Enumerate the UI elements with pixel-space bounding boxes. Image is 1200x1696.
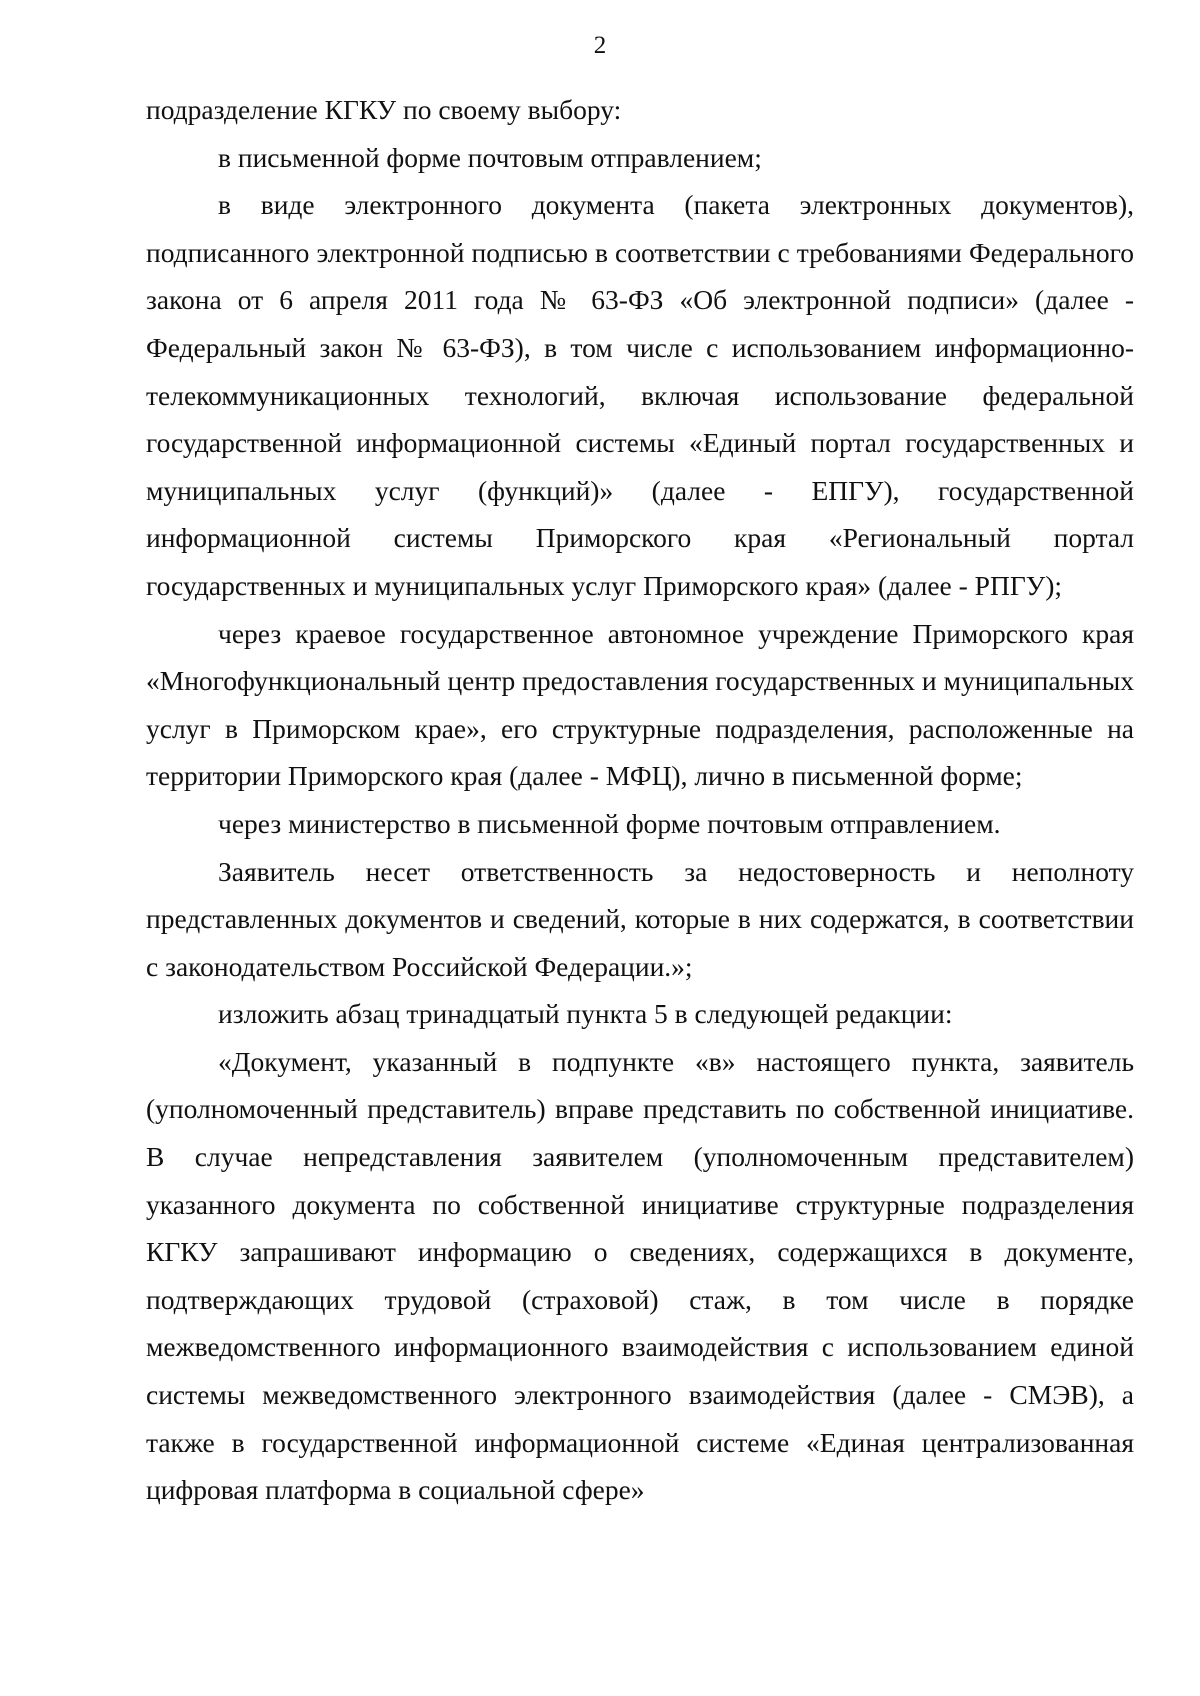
paragraph-document-request: «Документ, указанный в подпункте «в» настоящего пункта, заявитель (уполномоченный представитель) вправе представить по собственной инициативе. В случае непредставления заявителем (уполномоченным представителем) указанного документа по собственной инициативе структурные подразделения КГКУ запрашивают информацию о сведениях, содержащихся в документе, подтверждающих трудовой (страховой) стаж, в том числе в порядке межведомственного информационного взаимодействия с использованием единой системы межведомственного электронного взаимодействия (далее - СМЭВ), а также в государственной информационной системе «Единая централизованная цифровая платформа в социальной сфере» (146, 1045, 1134, 1506)
paragraph-postal: в письменной форме почтовым отправлением; (218, 141, 762, 173)
paragraph-electronic: в виде электронного документа (пакета электронных документов), подписанного электронной подписью в соответствии с требованиями Федерального закона от 6 апреля 2011 года № 63-ФЗ «Об электронной подписи» (далее - Федеральный закон № 63-ФЗ), в том числе с использованием информационно-телекоммуникационных технологий, включая использование федеральной государственной информационной системы «Единый портал государственных и муниципальных услуг (функций)» (далее - ЕПГУ), государственной информационной системы Приморского края «Региональный портал государственных и муниципальных услуг Приморского края» (далее - РПГУ); (146, 189, 1134, 601)
paragraph-ministry: через министерство в письменной форме почтовым отправлением. (218, 807, 1001, 839)
paragraph-continuation: подразделение КГКУ по своему выбору: (146, 94, 622, 125)
document-body (146, 86, 1134, 1514)
paragraph-amendment: изложить абзац тринадцатый пункта 5 в следующей редакции: (218, 998, 953, 1030)
paragraph-responsibility: Заявитель несет ответственность за недостоверность и неполноту представленных документов и сведений, которые в них содержатся, в соответствии с законодательством Российской Федерации.»; (146, 855, 1134, 982)
paragraph-mfc: через краевое государственное автономное учреждение Приморского края «Многофункциональный центр предоставления государственных и муниципальных услуг в Приморском крае», его структурные подразделения, расположенные на территории Приморского края (далее - МФЦ), лично в письменной форме; (146, 617, 1134, 792)
page-number: 2 (593, 32, 607, 59)
